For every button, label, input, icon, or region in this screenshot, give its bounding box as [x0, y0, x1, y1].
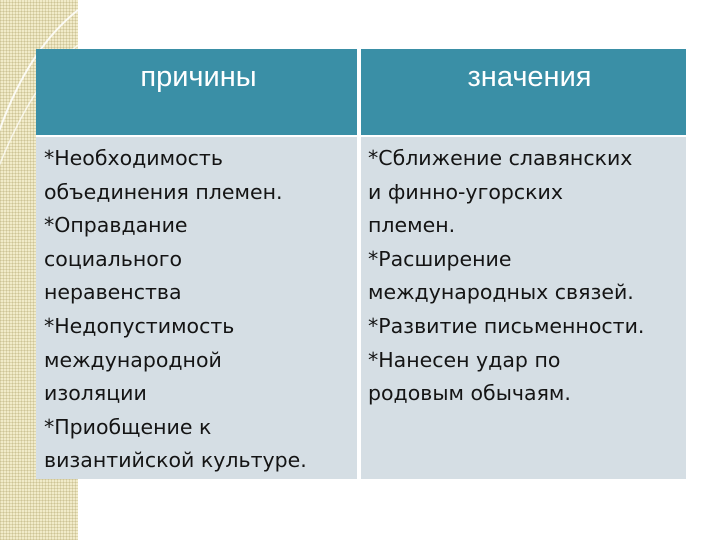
causes-line: международной: [44, 347, 222, 372]
causes-line: объединения племен.: [44, 179, 283, 204]
header-causes: [36, 49, 359, 135]
causes-line: византийской культуре.: [44, 448, 307, 473]
header-meanings: [361, 49, 686, 135]
header-causes-label: причины: [140, 61, 257, 93]
causes-cell: [36, 137, 359, 479]
meanings-cell: [361, 137, 686, 479]
meanings-line: *Расширение: [368, 246, 512, 271]
meanings-line: *Нанесен удар по: [368, 347, 561, 372]
meanings-line: *Развитие письменности.: [368, 313, 645, 338]
header-meanings-label: значения: [467, 61, 592, 93]
comparison-table: [36, 49, 686, 479]
causes-line: *Приобщение к: [44, 414, 212, 439]
causes-line: неравенства: [44, 280, 182, 305]
meanings-line: племен.: [368, 213, 456, 238]
causes-line: *Оправдание: [44, 213, 188, 238]
causes-line: изоляции: [44, 381, 147, 406]
causes-line: социального: [44, 246, 183, 271]
meanings-line: родовым обычаям.: [368, 381, 571, 406]
meanings-line: международных связей.: [368, 280, 634, 305]
causes-line: *Необходимость: [44, 146, 223, 170]
meanings-line: и финно-угорских: [368, 179, 564, 204]
causes-line: *Недопустимость: [44, 313, 235, 338]
meanings-line: *Сближение славянских: [368, 146, 633, 170]
